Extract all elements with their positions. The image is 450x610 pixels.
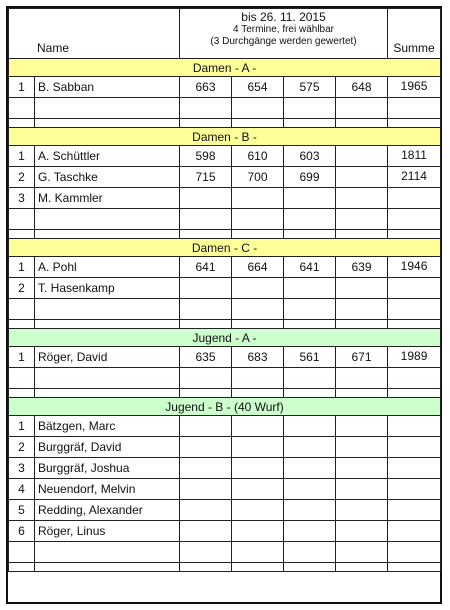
table-row bbox=[9, 188, 441, 209]
section-title: Damen - A - bbox=[9, 59, 441, 77]
score-cell: 648 bbox=[336, 77, 388, 98]
score-cell: 641 bbox=[284, 257, 336, 278]
score-cell: 561 bbox=[284, 347, 336, 368]
sum-cell bbox=[388, 278, 441, 299]
sum-column-header: Summe bbox=[388, 9, 441, 59]
terms-text: 4 Termine, frei wählbar bbox=[233, 24, 335, 35]
section-title: Damen - C - bbox=[9, 239, 441, 257]
player-name: Burggräf, Joshua bbox=[35, 458, 180, 479]
score-cell: 639 bbox=[336, 257, 388, 278]
table-row bbox=[9, 437, 441, 458]
score-cell: 671 bbox=[336, 347, 388, 368]
score-cell bbox=[336, 167, 388, 188]
deadline-text: bis 26. 11. 2015 bbox=[241, 10, 326, 24]
score-cell: 598 bbox=[180, 146, 232, 167]
table-row bbox=[9, 257, 441, 278]
score-cell bbox=[180, 188, 232, 209]
table-row bbox=[9, 347, 441, 368]
score-cell bbox=[336, 188, 388, 209]
section-title: Jugend - A - bbox=[9, 329, 441, 347]
score-table bbox=[8, 8, 441, 572]
score-cell: 683 bbox=[232, 347, 284, 368]
row-index: 1 bbox=[9, 257, 35, 278]
score-cell: 635 bbox=[180, 347, 232, 368]
score-cell: 654 bbox=[232, 77, 284, 98]
table-row bbox=[9, 458, 441, 479]
player-name: A. Pohl bbox=[35, 257, 180, 278]
player-name: G. Taschke bbox=[35, 167, 180, 188]
row-index: 2 bbox=[9, 278, 35, 299]
player-name: Burggräf, David bbox=[35, 437, 180, 458]
sum-cell: 1946 bbox=[388, 257, 441, 278]
schedule-info bbox=[180, 9, 388, 59]
section-title: Jugend - B - (40 Wurf) bbox=[9, 398, 441, 416]
table-row bbox=[9, 77, 441, 98]
score-cell bbox=[336, 278, 388, 299]
row-index: 1 bbox=[9, 146, 35, 167]
sum-cell: 2114 bbox=[388, 167, 441, 188]
player-name: A. Schüttler bbox=[35, 146, 180, 167]
section-header-jugend-b bbox=[9, 398, 441, 416]
player-name: T. Hasenkamp bbox=[35, 278, 180, 299]
player-name: Neuendorf, Melvin bbox=[35, 479, 180, 500]
row-index: 1 bbox=[9, 347, 35, 368]
player-name: B. Sabban bbox=[35, 77, 180, 98]
score-cell: 700 bbox=[232, 167, 284, 188]
table-row bbox=[9, 521, 441, 542]
row-index: 3 bbox=[9, 458, 35, 479]
score-cell: 610 bbox=[232, 146, 284, 167]
player-name: Röger, Linus bbox=[35, 521, 180, 542]
score-cell: 663 bbox=[180, 77, 232, 98]
spacer-row bbox=[9, 230, 441, 239]
table-row bbox=[9, 416, 441, 437]
score-cell: 603 bbox=[284, 146, 336, 167]
row-index: 6 bbox=[9, 521, 35, 542]
sum-cell: 1989 bbox=[388, 347, 441, 368]
section-header-damen-a bbox=[9, 59, 441, 77]
spacer-row bbox=[9, 389, 441, 398]
player-name: Redding, Alexander bbox=[35, 500, 180, 521]
score-cell: 664 bbox=[232, 257, 284, 278]
row-index: 3 bbox=[9, 188, 35, 209]
score-cell bbox=[232, 188, 284, 209]
section-header-jugend-a bbox=[9, 329, 441, 347]
score-cell bbox=[284, 278, 336, 299]
table-row bbox=[9, 479, 441, 500]
spacer-row bbox=[9, 320, 441, 329]
score-cell bbox=[284, 188, 336, 209]
score-sheet bbox=[6, 6, 442, 604]
sum-cell: 1811 bbox=[388, 146, 441, 167]
table-row bbox=[9, 167, 441, 188]
score-cell: 575 bbox=[284, 77, 336, 98]
score-cell: 715 bbox=[180, 167, 232, 188]
empty-row bbox=[9, 368, 441, 389]
table-row bbox=[9, 278, 441, 299]
row-index: 5 bbox=[9, 500, 35, 521]
score-cell: 699 bbox=[284, 167, 336, 188]
empty-row bbox=[9, 98, 441, 119]
row-index: 1 bbox=[9, 77, 35, 98]
header-row bbox=[9, 9, 441, 59]
row-index: 2 bbox=[9, 167, 35, 188]
section-header-damen-c bbox=[9, 239, 441, 257]
empty-row bbox=[9, 209, 441, 230]
empty-row bbox=[9, 299, 441, 320]
empty-row bbox=[9, 542, 441, 563]
player-name: Röger, David bbox=[35, 347, 180, 368]
row-index: 2 bbox=[9, 437, 35, 458]
score-cell: 641 bbox=[180, 257, 232, 278]
table-row bbox=[9, 146, 441, 167]
section-title: Damen - B - bbox=[9, 128, 441, 146]
counting-note: (3 Durchgänge werden gewertet) bbox=[210, 36, 357, 47]
sum-cell: 1965 bbox=[388, 77, 441, 98]
score-cell bbox=[336, 146, 388, 167]
player-name: M. Kammler bbox=[35, 188, 180, 209]
player-name: Bätzgen, Marc bbox=[35, 416, 180, 437]
section-header-damen-b bbox=[9, 128, 441, 146]
name-column-header: Name bbox=[9, 9, 180, 59]
score-cell bbox=[180, 278, 232, 299]
score-cell bbox=[232, 278, 284, 299]
spacer-row bbox=[9, 563, 441, 572]
row-index: 1 bbox=[9, 416, 35, 437]
sum-cell bbox=[388, 188, 441, 209]
row-index: 4 bbox=[9, 479, 35, 500]
spacer-row bbox=[9, 119, 441, 128]
table-row bbox=[9, 500, 441, 521]
